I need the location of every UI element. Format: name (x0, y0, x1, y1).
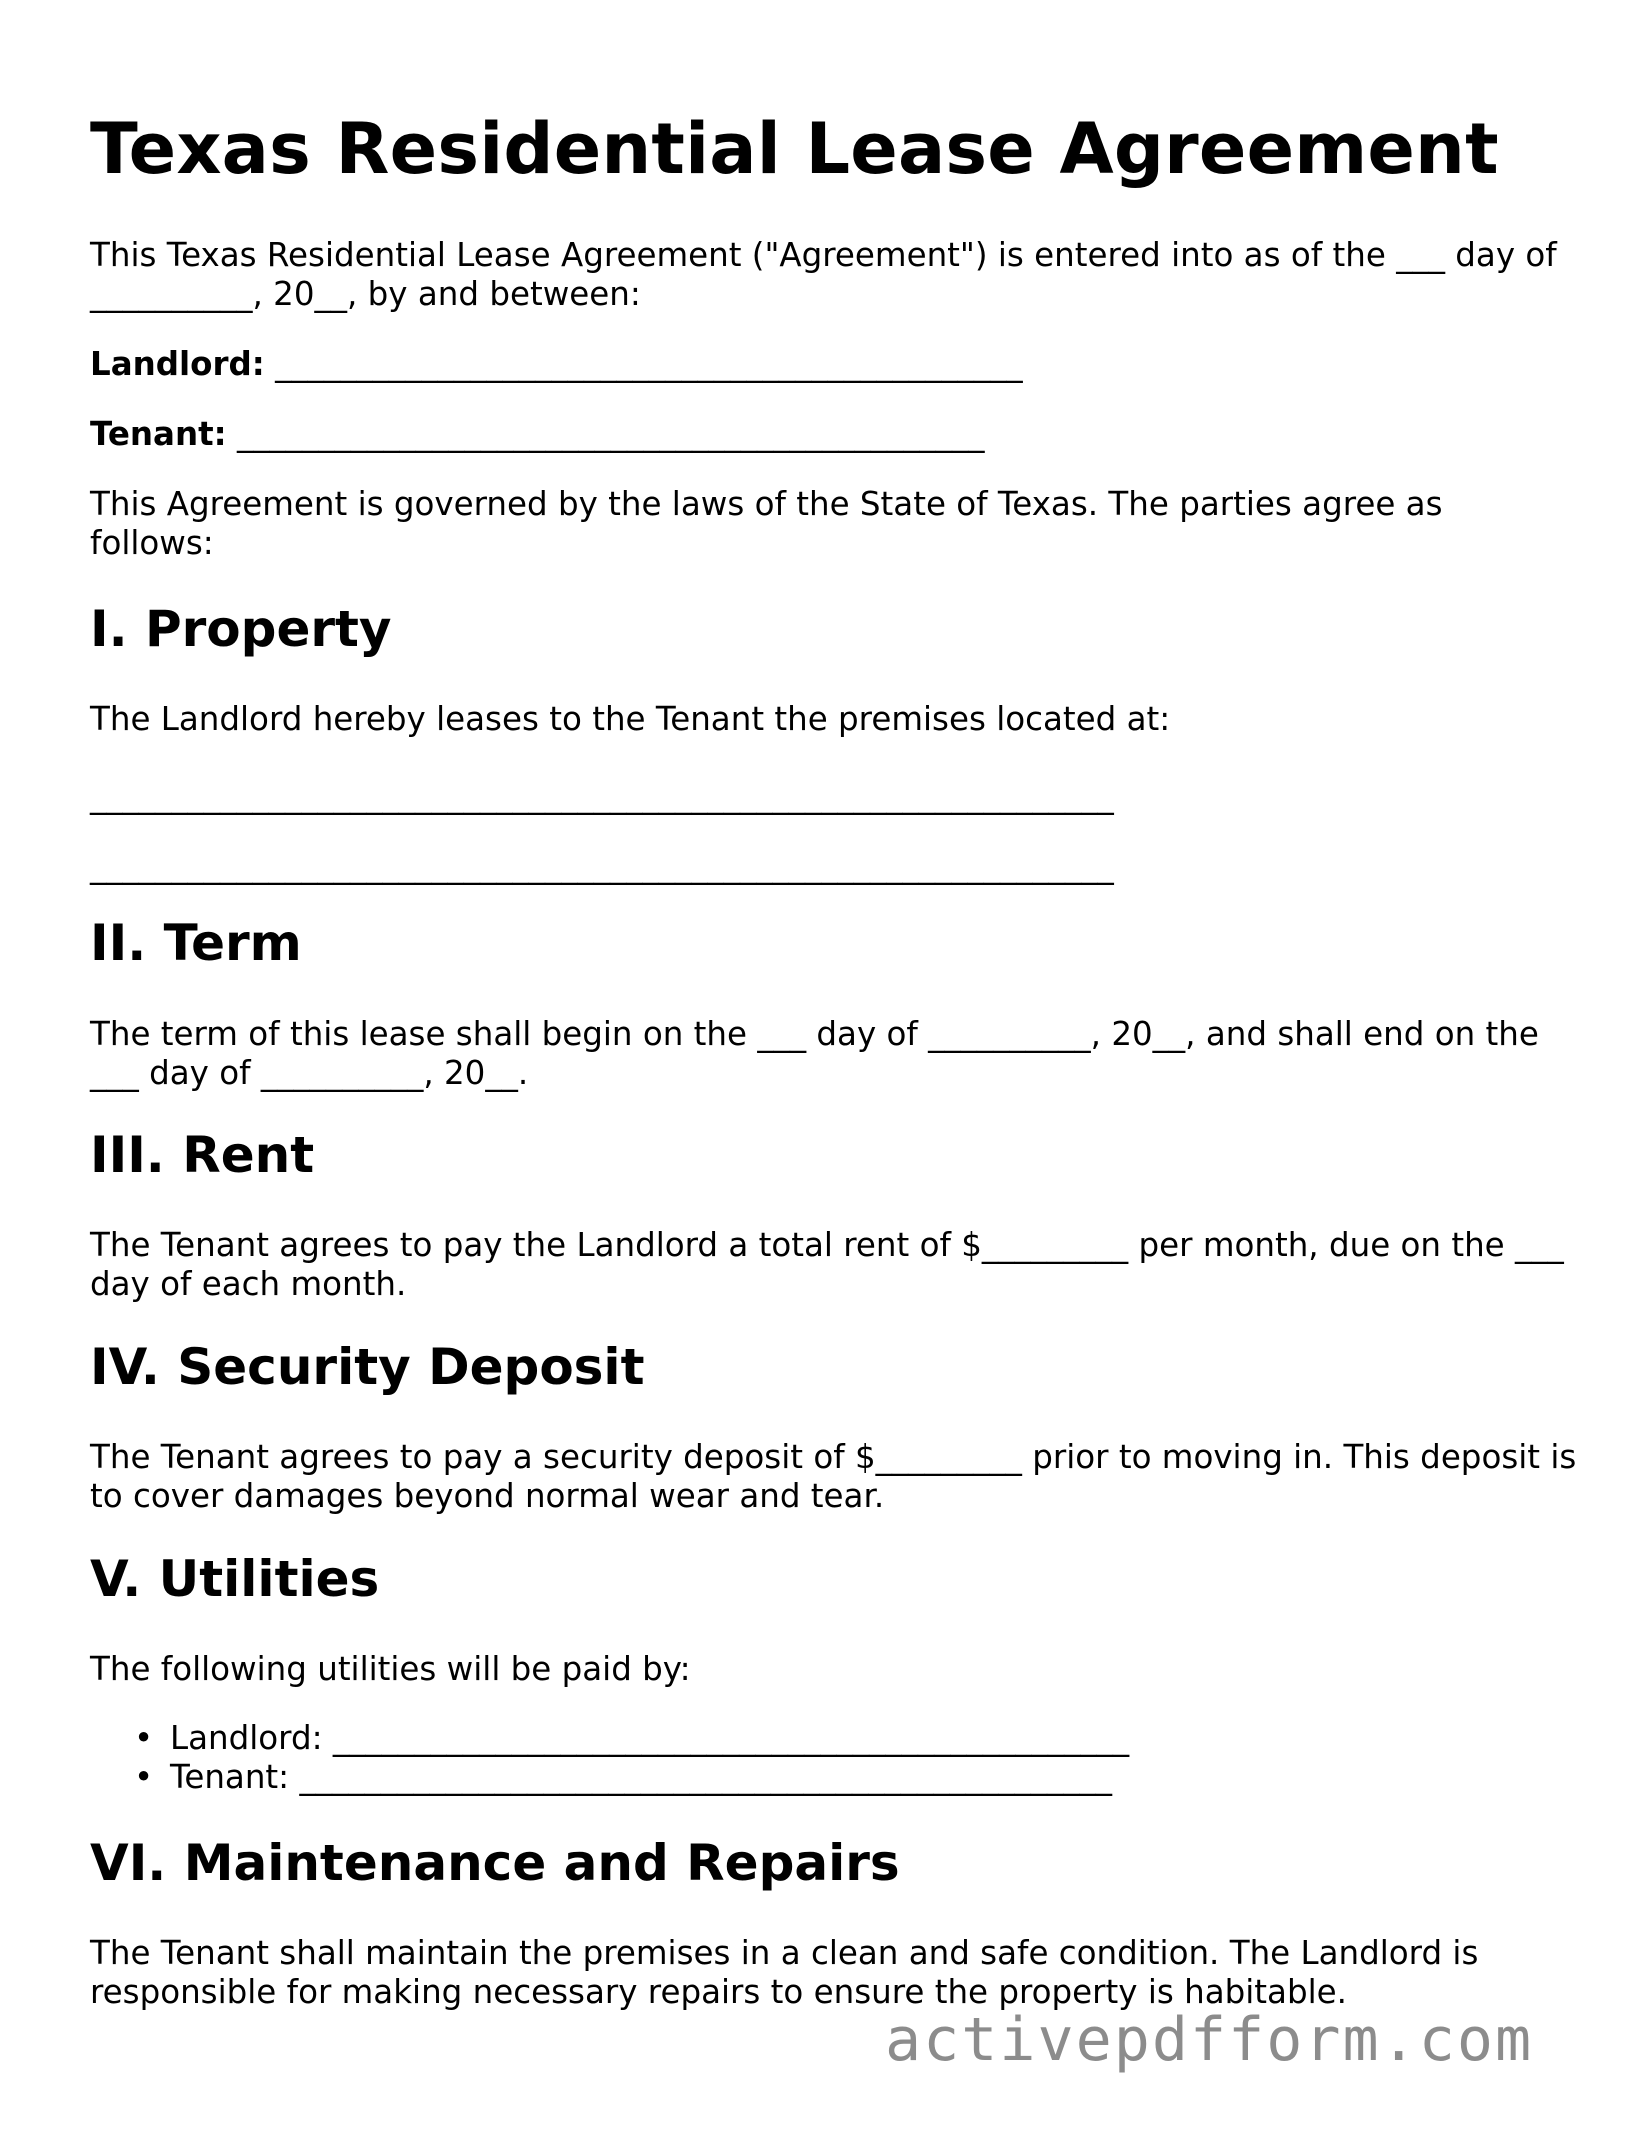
landlord-label: Landlord: (90, 345, 265, 383)
deposit-line-1: The Tenant agrees to pay a security deposit of $_________ prior to moving in. This deposit is (90, 1438, 1577, 1476)
tenant-label: Tenant: (90, 415, 227, 453)
bullet-icon: • (134, 1719, 154, 1757)
property-address-field-2[interactable]: _______________________________________________________________ (90, 847, 1114, 885)
rent-line-1: The Tenant agrees to pay the Landlord a total rent of $_________ per month, due on the ___ (90, 1226, 1564, 1264)
maintenance-line-2: responsible for making necessary repairs to ensure the property is habitable. (90, 1973, 1347, 2011)
maintenance-paragraph (90, 1934, 1560, 2012)
rent-line-2: day of each month. (90, 1265, 407, 1303)
term-line-1: The term of this lease shall begin on the ___ day of __________, 20__, and shall end on the (90, 1015, 1539, 1053)
property-address-field-1[interactable]: _______________________________________________________________ (90, 777, 1114, 815)
governing-line-2: follows: (90, 524, 214, 562)
bullet-icon: • (134, 1758, 154, 1796)
section-heading-maintenance: VI. Maintenance and Repairs (90, 1834, 900, 1892)
document-title: Texas Residential Lease Agreement (90, 108, 1499, 190)
utilities-list (90, 1719, 1129, 1797)
utilities-tenant-field[interactable]: Tenant: __________________________________________________ (170, 1758, 1112, 1796)
list-item (90, 1719, 1129, 1758)
landlord-line (90, 345, 1023, 384)
tenant-name-field[interactable]: ______________________________________________ (236, 415, 985, 453)
tenant-line (90, 415, 984, 454)
section-heading-security-deposit: IV. Security Deposit (90, 1338, 645, 1396)
term-line-2: ___ day of __________, 20__. (90, 1054, 529, 1092)
section-heading-rent: III. Rent (90, 1126, 315, 1184)
maintenance-line-1: The Tenant shall maintain the premises in a clean and safe condition. The Landlord is (90, 1934, 1479, 1972)
intro-line-1: This Texas Residential Lease Agreement ("Agreement") is entered into as of the ___ day of (90, 236, 1557, 274)
property-text: The Landlord hereby leases to the Tenant the premises located at: (90, 700, 1171, 738)
governing-line-1: This Agreement is governed by the laws of the State of Texas. The parties agree as (90, 485, 1443, 523)
section-heading-property: I. Property (90, 600, 392, 658)
term-paragraph (90, 1015, 1560, 1093)
utilities-text: The following utilities will be paid by: (90, 1650, 691, 1688)
landlord-name-field[interactable]: ______________________________________________ (275, 345, 1023, 383)
list-item (90, 1758, 1129, 1797)
utilities-landlord-field[interactable]: Landlord: _________________________________________________ (170, 1719, 1130, 1757)
intro-line-2: __________, 20__, by and between: (90, 275, 641, 313)
watermark: activepdfform.com (885, 2005, 1534, 2075)
intro-paragraph (90, 236, 1560, 314)
rent-paragraph (90, 1226, 1564, 1304)
deposit-line-2: to cover damages beyond normal wear and tear. (90, 1477, 885, 1515)
governing-paragraph (90, 485, 1560, 563)
section-heading-term: II. Term (90, 914, 302, 972)
deposit-paragraph (90, 1438, 1577, 1516)
section-heading-utilities: V. Utilities (90, 1550, 380, 1608)
